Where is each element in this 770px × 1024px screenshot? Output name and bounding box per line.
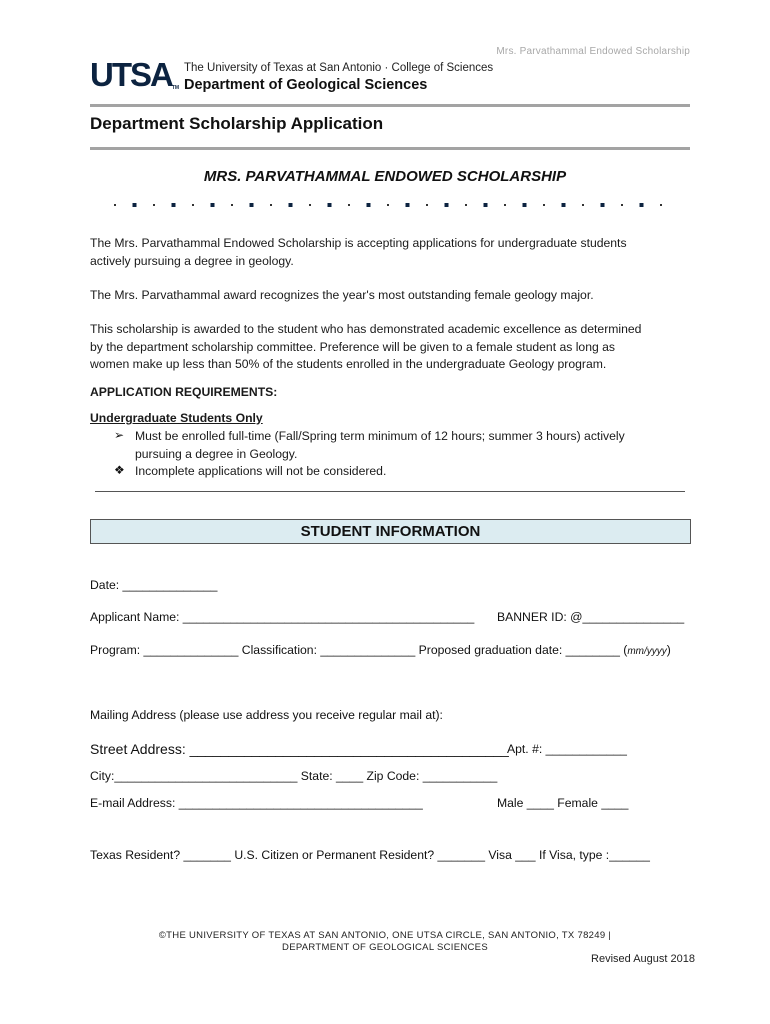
divider-dot — [582, 204, 584, 206]
footer-department: DEPARTMENT OF GEOLOGICAL SCIENCES — [282, 942, 488, 953]
email-field[interactable]: E-mail Address: ____________________________________ — [90, 796, 423, 810]
paragraph-line: This scholarship is awarded to the student who has demonstrated academic excellence as determined — [90, 322, 642, 336]
divider-dot — [348, 204, 350, 206]
divider-dot — [250, 203, 254, 207]
divider-dot — [660, 204, 662, 206]
decorative-dot-divider — [110, 200, 675, 210]
paragraph-line: women make up less than 50% of the students enrolled in the undergraduate Geology program. — [90, 357, 607, 371]
date-format-close: ) — [666, 643, 671, 657]
logo-text: UTSA — [90, 56, 172, 93]
divider-dot — [465, 204, 467, 206]
divider-dot — [153, 204, 155, 206]
paragraph-line: by the department scholarship committee. Preference will be given to a female student as long as — [90, 339, 616, 354]
paragraph-award: The Mrs. Parvathammal award recognizes the year's most outstanding female geology major. — [90, 288, 594, 302]
header-scholarship-label: Mrs. Parvathammal Endowed Scholarship — [496, 46, 690, 57]
divider-dot — [211, 203, 215, 207]
utsa-logo — [90, 58, 179, 91]
student-information-header — [90, 519, 691, 544]
divider-dot — [543, 204, 545, 206]
divider-dot — [114, 204, 116, 206]
divider-dot — [523, 203, 527, 207]
paragraph-intro — [90, 235, 627, 270]
divider-dot — [172, 203, 176, 207]
gender-field[interactable]: Male ____ Female ____ — [497, 796, 629, 810]
divider-dot — [484, 203, 488, 207]
requirements-subheading: Undergraduate Students Only — [90, 411, 263, 425]
section-divider — [95, 491, 685, 492]
requirement-line: pursuing a degree in Geology. — [135, 446, 298, 461]
divider-dot — [328, 203, 332, 207]
divider-dot — [289, 203, 293, 207]
revised-date: Revised August 2018 — [591, 953, 695, 965]
student-information-title: STUDENT INFORMATION — [300, 523, 481, 540]
footer-address: ©THE UNIVERSITY OF TEXAS AT SAN ANTONIO, ONE UTSA CIRCLE, SAN ANTONIO, TX 78249 | — [158, 930, 612, 941]
divider-dot — [621, 204, 623, 206]
requirement-bullet-arrow-icon: ➢ — [114, 428, 125, 442]
divider-dot — [192, 204, 194, 206]
paragraph-line: actively pursuing a degree in geology. — [90, 253, 294, 268]
date-format-hint: mm/yyyy — [627, 646, 667, 657]
divider-dot — [387, 204, 389, 206]
requirements-heading: APPLICATION REQUIREMENTS: — [90, 385, 278, 399]
university-line: The University of Texas at San Antonio · College of Sciences — [184, 62, 494, 74]
requirement-incomplete: Incomplete applications will not be considered. — [135, 464, 387, 478]
divider-dot — [309, 204, 311, 206]
divider-dot — [270, 204, 272, 206]
divider-dot — [367, 203, 371, 207]
logo-trademark: TM — [171, 85, 180, 91]
divider-dot — [406, 203, 410, 207]
divider-dot — [133, 203, 137, 207]
title-divider — [90, 147, 690, 150]
program-classification-graduation-field[interactable] — [90, 643, 671, 657]
divider-dot — [640, 203, 644, 207]
residency-field[interactable]: Texas Resident? _______ U.S. Citizen or Permanent Resident? _______ Visa ___ If Visa, type :______ — [90, 848, 650, 862]
banner-id-field[interactable]: BANNER ID: @_______________ — [497, 610, 685, 624]
requirement-bullet-diamond-icon: ❖ — [114, 463, 125, 477]
program-line: Program: ______________ Classification: ______________ Proposed graduation date: ________ ( — [90, 643, 628, 657]
city-state-zip-field[interactable]: City:___________________________ State: ____ Zip Code: ___________ — [90, 769, 498, 783]
applicant-name-field[interactable]: Applicant Name: ___________________________________________ — [90, 610, 475, 624]
document-title: Department Scholarship Application — [90, 114, 384, 133]
scholarship-title: MRS. PARVATHAMMAL ENDOWED SCHOLARSHIP — [203, 168, 567, 185]
date-field[interactable]: Date: ______________ — [90, 578, 218, 592]
department-name: Department of Geological Sciences — [184, 77, 428, 93]
mailing-address-label: Mailing Address (please use address you receive regular mail at): — [90, 708, 443, 722]
paragraph-criteria — [90, 321, 641, 374]
requirement-line: Must be enrolled full-time (Fall/Spring term minimum of 12 hours; summer 3 hours) actively — [135, 429, 625, 443]
divider-dot — [445, 203, 449, 207]
paragraph-line: The Mrs. Parvathammal Endowed Scholarship is accepting applications for undergraduate students — [90, 236, 627, 250]
divider-dot — [426, 204, 428, 206]
divider-dot — [504, 204, 506, 206]
divider-dot — [231, 204, 233, 206]
header-divider — [90, 104, 690, 107]
street-address-field[interactable]: Street Address: _________________________________________ — [90, 741, 509, 757]
divider-dot — [601, 203, 605, 207]
requirement-enrollment — [135, 428, 625, 463]
apartment-field[interactable]: Apt. #: ____________ — [507, 742, 627, 756]
divider-dot — [562, 203, 566, 207]
